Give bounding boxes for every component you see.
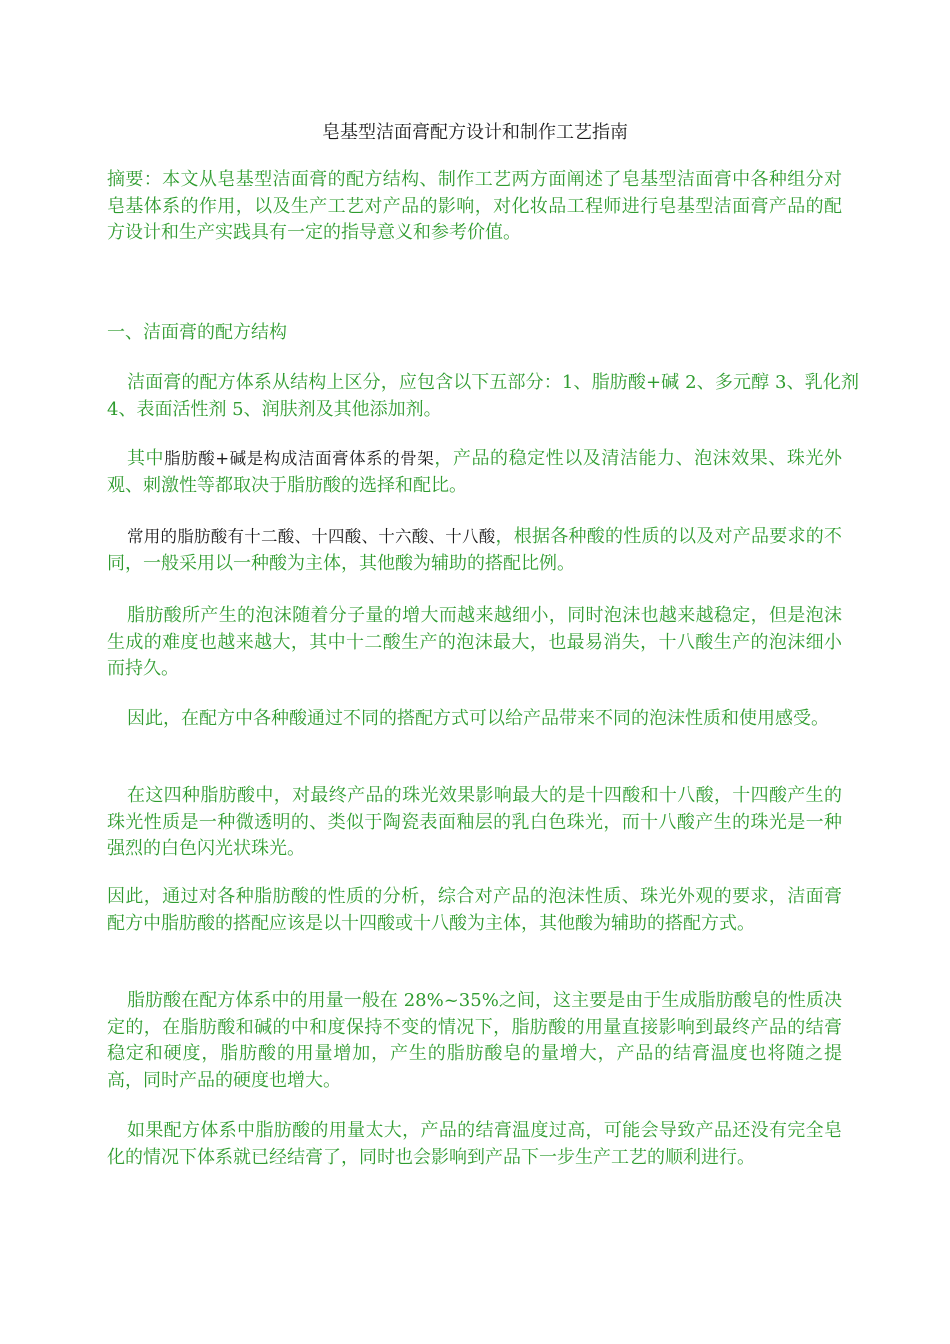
paragraph-excess: 如果配方体系中脂肪酸的用量太大，产品的结膏温度过高，可能会导致产品还没有完全皂化的情况下体系就已经结膏了，同时也会影响到产品下一步生产工艺的顺利进行。	[107, 1120, 842, 1168]
document-title: 皂基型洁面膏配方设计和制作工艺指南	[322, 122, 628, 143]
paragraph-foam: 脂肪酸所产生的泡沫随着分子量的增大而越来越细小，同时泡沫也越来越稳定，但是泡沫生成的难度也越来越大，其中十二酸生产的泡沫最大，也最易消失，十八酸生产的泡沫细小而持久。	[107, 605, 842, 679]
section-heading: 一、洁面膏的配方结构	[107, 322, 287, 343]
paragraph-rest: ，根据各种酸的性质的以及对产品要求的不同，一般采用以一种酸为主体，其他酸为辅助的搭配比例。	[107, 526, 842, 574]
paragraph-pearl: 在这四种脂肪酸中，对最终产品的珠光效果影响最大的是十四酸和十八酸，十四酸产生的珠光性质是一种微透明的、类似于陶瓷表面釉层的乳白色珠光，而十八酸产生的珠光是一种强烈的白色闪光状珠光。	[107, 785, 842, 859]
paragraph-structure: 洁面膏的配方体系从结构上区分，应包含以下五部分：1、脂肪酸+碱 2、多元醇 3、乳化剂 4、表面活性剂 5、润肤剂及其他添加剂。	[107, 372, 859, 420]
paragraph-lead: 其中	[127, 448, 165, 469]
paragraph-fatty-acids	[107, 524, 842, 577]
abstract-paragraph: 摘要：本文从皂基型洁面膏的配方结构、制作工艺两方面阐述了皂基型洁面膏中各种组分对皂基体系的作用，以及生产工艺对产品的影响，对化妆品工程师进行皂基型洁面膏产品的配方设计和生产实践具有一定的指导意义和参考价值。	[107, 169, 842, 243]
key-phrase-skeleton: 脂肪酸+碱是构成洁面膏体系的骨架	[164, 449, 435, 468]
paragraph-conclusion: 因此，通过对各种脂肪酸的性质的分析，综合对产品的泡沫性质、珠光外观的要求，洁面膏配方中脂肪酸的搭配应该是以十四酸或十八酸为主体，其他酸为辅助的搭配方式。	[107, 886, 842, 934]
paragraph-skeleton	[107, 446, 842, 499]
paragraph-dosage: 脂肪酸在配方体系中的用量一般在 28%~35%之间，这主要是由于生成脂肪酸皂的性质决定的，在脂肪酸和碱的中和度保持不变的情况下，脂肪酸的用量直接影响到最终产品的结膏稳定和硬度，脂肪酸的用量增加，产生的脂肪酸皂的量增大，产品的结膏温度也将随之提高，同时产品的硬度也增大。	[107, 990, 842, 1091]
key-phrase-fatty-acids: 常用的脂肪酸有十二酸、十四酸、十六酸、十八酸	[127, 527, 496, 546]
paragraph-rest: ，产品的稳定性以及清洁能力、泡沫效果、珠光外观、刺激性等都取决于脂肪酸的选择和配比。	[107, 448, 843, 496]
paragraph-combination: 因此，在配方中各种酸通过不同的搭配方式可以给产品带来不同的泡沫性质和使用感受。	[127, 708, 829, 729]
